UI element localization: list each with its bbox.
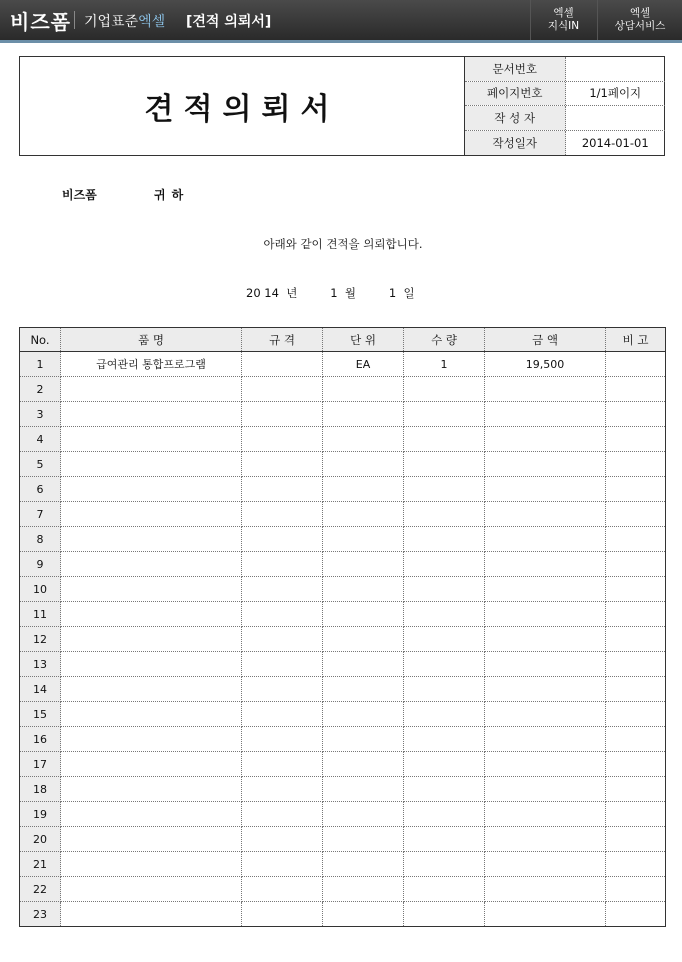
cell-qty[interactable]: [404, 777, 485, 802]
cell-note[interactable]: [606, 902, 666, 927]
cell-unit[interactable]: [323, 552, 404, 577]
cell-qty[interactable]: [404, 477, 485, 502]
cell-unit[interactable]: [323, 852, 404, 877]
cell-amount[interactable]: [485, 827, 606, 852]
table-row: [20, 377, 666, 402]
cell-note[interactable]: [606, 777, 666, 802]
cell-spec[interactable]: [242, 827, 323, 852]
cell-unit[interactable]: [323, 527, 404, 552]
excel-consulting-button[interactable]: [597, 0, 682, 40]
cell-item[interactable]: [61, 577, 242, 602]
cell-amount[interactable]: [485, 527, 606, 552]
cell-spec[interactable]: [242, 552, 323, 577]
cell-amount[interactable]: [485, 427, 606, 452]
cell-spec[interactable]: [242, 402, 323, 427]
meta-label: 페이지번호: [465, 82, 566, 106]
cell-item[interactable]: [61, 427, 242, 452]
cell-spec[interactable]: [242, 452, 323, 477]
cell-amount[interactable]: [485, 902, 606, 927]
cell-item[interactable]: [61, 377, 242, 402]
cell-note[interactable]: [606, 752, 666, 777]
cell-note[interactable]: [606, 652, 666, 677]
brand-subtitle-highlight: 엑셀: [138, 14, 166, 30]
cell-note[interactable]: [606, 452, 666, 477]
cell-note[interactable]: [606, 377, 666, 402]
meta-row-doc-number: [465, 57, 665, 82]
cell-amount[interactable]: [485, 552, 606, 577]
cell-spec[interactable]: [242, 477, 323, 502]
cell-item[interactable]: [61, 877, 242, 902]
cell-qty[interactable]: [404, 827, 485, 852]
cell-note[interactable]: [606, 727, 666, 752]
cell-qty[interactable]: [404, 802, 485, 827]
cell-amount[interactable]: [485, 802, 606, 827]
header-amount: 금 액: [485, 328, 606, 352]
cell-no: 9: [20, 552, 61, 577]
cell-no: 3: [20, 402, 61, 427]
document-header: [19, 56, 665, 156]
table-row: [20, 702, 666, 727]
table-row: [20, 852, 666, 877]
cell-no: 4: [20, 427, 61, 452]
cell-unit[interactable]: [323, 902, 404, 927]
table-row: [20, 827, 666, 852]
cell-qty[interactable]: [404, 652, 485, 677]
table-row: [20, 527, 666, 552]
cell-spec[interactable]: [242, 877, 323, 902]
cell-unit[interactable]: [323, 727, 404, 752]
cell-no: 23: [20, 902, 61, 927]
cell-no: 2: [20, 377, 61, 402]
table-row: [20, 577, 666, 602]
cell-no: 12: [20, 627, 61, 652]
cell-unit[interactable]: [323, 677, 404, 702]
cell-spec[interactable]: [242, 677, 323, 702]
table-row: [20, 477, 666, 502]
document-title: 견적의뢰서: [144, 92, 340, 127]
cell-item[interactable]: [61, 827, 242, 852]
cell-qty[interactable]: [404, 602, 485, 627]
intro-text: 아래와 같이 견적을 의뢰합니다.: [263, 237, 423, 251]
cell-unit[interactable]: [323, 502, 404, 527]
cell-no: 20: [20, 827, 61, 852]
cell-qty[interactable]: [404, 427, 485, 452]
cell-qty[interactable]: [404, 377, 485, 402]
cell-item[interactable]: [61, 527, 242, 552]
cell-spec[interactable]: [242, 902, 323, 927]
cell-qty[interactable]: [404, 552, 485, 577]
cell-unit[interactable]: [323, 377, 404, 402]
cell-amount[interactable]: 19,500: [485, 352, 606, 377]
cell-amount[interactable]: [485, 777, 606, 802]
cell-item[interactable]: [61, 602, 242, 627]
document-meta: [464, 57, 665, 155]
table-row: [20, 777, 666, 802]
cell-unit[interactable]: [323, 577, 404, 602]
cell-no: 15: [20, 702, 61, 727]
cell-unit[interactable]: [323, 402, 404, 427]
cell-amount[interactable]: [485, 452, 606, 477]
request-date[interactable]: 20 14 년 1 월 1 일: [246, 286, 415, 300]
cell-item[interactable]: [61, 652, 242, 677]
table-row: [20, 652, 666, 677]
cell-qty[interactable]: [404, 502, 485, 527]
meta-value[interactable]: [566, 106, 666, 130]
cell-amount[interactable]: [485, 752, 606, 777]
cell-item[interactable]: 급여관리 통합프로그램: [61, 352, 242, 377]
table-row: [20, 452, 666, 477]
cell-amount[interactable]: [485, 877, 606, 902]
cell-no: 16: [20, 727, 61, 752]
header-no: No.: [20, 328, 61, 352]
cell-amount[interactable]: [485, 627, 606, 652]
cell-qty[interactable]: [404, 402, 485, 427]
cell-item[interactable]: [61, 677, 242, 702]
cell-qty[interactable]: [404, 577, 485, 602]
cell-amount[interactable]: [485, 577, 606, 602]
brand-divider: [74, 11, 75, 29]
cell-unit[interactable]: [323, 477, 404, 502]
cell-no: 22: [20, 877, 61, 902]
table-row: [20, 802, 666, 827]
table-row: [20, 502, 666, 527]
cell-spec[interactable]: [242, 602, 323, 627]
cell-unit[interactable]: [323, 702, 404, 727]
table-row: [20, 752, 666, 777]
cell-qty[interactable]: [404, 627, 485, 652]
cell-amount[interactable]: [485, 727, 606, 752]
table-row: [20, 552, 666, 577]
cell-item[interactable]: [61, 852, 242, 877]
cell-item[interactable]: [61, 777, 242, 802]
document-tag: [견적 의뢰서]: [186, 14, 272, 30]
cell-no: 14: [20, 677, 61, 702]
cell-item[interactable]: [61, 552, 242, 577]
meta-row-author: [465, 106, 665, 131]
excel-knowledge-line1: 엑셀: [553, 7, 574, 19]
cell-spec[interactable]: [242, 777, 323, 802]
brand-subtitle-plain: 기업표준: [84, 14, 139, 30]
cell-no: 8: [20, 527, 61, 552]
cell-no: 18: [20, 777, 61, 802]
table-row: [20, 427, 666, 452]
excel-knowledge-button[interactable]: [530, 0, 596, 40]
top-bar: [0, 0, 682, 43]
table-row: [20, 677, 666, 702]
meta-label: 문서번호: [465, 57, 566, 81]
cell-qty[interactable]: [404, 677, 485, 702]
cell-no: 10: [20, 577, 61, 602]
cell-item[interactable]: [61, 752, 242, 777]
cell-amount[interactable]: [485, 852, 606, 877]
cell-note[interactable]: [606, 427, 666, 452]
recipient-name[interactable]: 비즈폼: [62, 188, 97, 202]
cell-no: 5: [20, 452, 61, 477]
cell-unit[interactable]: [323, 777, 404, 802]
cell-spec[interactable]: [242, 627, 323, 652]
cell-unit[interactable]: [323, 827, 404, 852]
table-row: [20, 902, 666, 927]
cell-qty[interactable]: [404, 727, 485, 752]
cell-note[interactable]: [606, 502, 666, 527]
meta-label: 작 성 자: [465, 106, 566, 130]
meta-value[interactable]: [566, 57, 666, 81]
cell-spec[interactable]: [242, 802, 323, 827]
cell-unit[interactable]: [323, 877, 404, 902]
cell-no: 6: [20, 477, 61, 502]
cell-spec[interactable]: [242, 527, 323, 552]
cell-qty[interactable]: [404, 527, 485, 552]
cell-unit[interactable]: EA: [323, 352, 404, 377]
cell-qty[interactable]: [404, 752, 485, 777]
cell-unit[interactable]: [323, 627, 404, 652]
header-unit: 단 위: [323, 328, 404, 352]
cell-spec[interactable]: [242, 502, 323, 527]
cell-no: 1: [20, 352, 61, 377]
cell-spec[interactable]: [242, 702, 323, 727]
table-header-row: [20, 328, 666, 352]
cell-note[interactable]: [606, 702, 666, 727]
table-row: [20, 727, 666, 752]
items-table: [19, 327, 666, 927]
recipient-honorific: 귀하: [154, 188, 190, 202]
cell-note[interactable]: [606, 552, 666, 577]
cell-spec[interactable]: [242, 352, 323, 377]
cell-unit[interactable]: [323, 452, 404, 477]
cell-amount[interactable]: [485, 502, 606, 527]
cell-spec[interactable]: [242, 427, 323, 452]
table-row: [20, 402, 666, 427]
table-row: [20, 602, 666, 627]
cell-item[interactable]: [61, 627, 242, 652]
cell-spec[interactable]: [242, 852, 323, 877]
cell-no: 7: [20, 502, 61, 527]
table-row: [20, 877, 666, 902]
cell-unit[interactable]: [323, 802, 404, 827]
cell-qty[interactable]: [404, 877, 485, 902]
table-row: [20, 352, 666, 377]
cell-amount[interactable]: [485, 377, 606, 402]
cell-item[interactable]: [61, 802, 242, 827]
cell-item[interactable]: [61, 477, 242, 502]
meta-row-date: [465, 131, 665, 156]
cell-amount[interactable]: [485, 477, 606, 502]
excel-consulting-line2: 상담서비스: [614, 20, 666, 32]
cell-no: 19: [20, 802, 61, 827]
cell-amount[interactable]: [485, 652, 606, 677]
cell-note[interactable]: [606, 827, 666, 852]
cell-qty[interactable]: [404, 702, 485, 727]
cell-no: 21: [20, 852, 61, 877]
cell-spec[interactable]: [242, 652, 323, 677]
cell-unit[interactable]: [323, 652, 404, 677]
cell-note[interactable]: [606, 477, 666, 502]
cell-note[interactable]: [606, 527, 666, 552]
cell-spec[interactable]: [242, 577, 323, 602]
cell-spec[interactable]: [242, 727, 323, 752]
cell-unit[interactable]: [323, 602, 404, 627]
cell-unit[interactable]: [323, 752, 404, 777]
cell-amount[interactable]: [485, 402, 606, 427]
cell-item[interactable]: [61, 902, 242, 927]
brand-subtitle: [84, 11, 165, 31]
header-note: 비 고: [606, 328, 666, 352]
cell-amount[interactable]: [485, 602, 606, 627]
brand-logo[interactable]: 비즈폼: [10, 10, 71, 34]
cell-amount[interactable]: [485, 677, 606, 702]
cell-note[interactable]: [606, 852, 666, 877]
header-item: 품 명: [61, 328, 242, 352]
cell-note[interactable]: [606, 602, 666, 627]
cell-qty[interactable]: [404, 902, 485, 927]
cell-note[interactable]: [606, 577, 666, 602]
cell-no: 17: [20, 752, 61, 777]
cell-qty[interactable]: [404, 452, 485, 477]
cell-note[interactable]: [606, 877, 666, 902]
header-spec: 규 격: [242, 328, 323, 352]
header-qty: 수 량: [404, 328, 485, 352]
cell-spec[interactable]: [242, 752, 323, 777]
cell-spec[interactable]: [242, 377, 323, 402]
cell-no: 13: [20, 652, 61, 677]
cell-amount[interactable]: [485, 702, 606, 727]
cell-item[interactable]: [61, 452, 242, 477]
meta-value[interactable]: 2014-01-01: [581, 135, 649, 150]
cell-item[interactable]: [61, 402, 242, 427]
cell-no: 11: [20, 602, 61, 627]
meta-label: 작성일자: [465, 131, 566, 156]
cell-item[interactable]: [61, 502, 242, 527]
cell-qty[interactable]: 1: [404, 352, 485, 377]
cell-item[interactable]: [61, 727, 242, 752]
meta-value[interactable]: 1/1페이지: [589, 86, 642, 101]
cell-note[interactable]: [606, 627, 666, 652]
cell-note[interactable]: [606, 677, 666, 702]
excel-knowledge-line2: 지식IN: [547, 20, 580, 32]
cell-note[interactable]: [606, 352, 666, 377]
table-row: [20, 627, 666, 652]
excel-consulting-line1: 엑셀: [629, 7, 651, 19]
cell-item[interactable]: [61, 702, 242, 727]
cell-note[interactable]: [606, 402, 666, 427]
meta-row-page-number: [465, 82, 665, 107]
cell-qty[interactable]: [404, 852, 485, 877]
cell-note[interactable]: [606, 802, 666, 827]
cell-unit[interactable]: [323, 427, 404, 452]
